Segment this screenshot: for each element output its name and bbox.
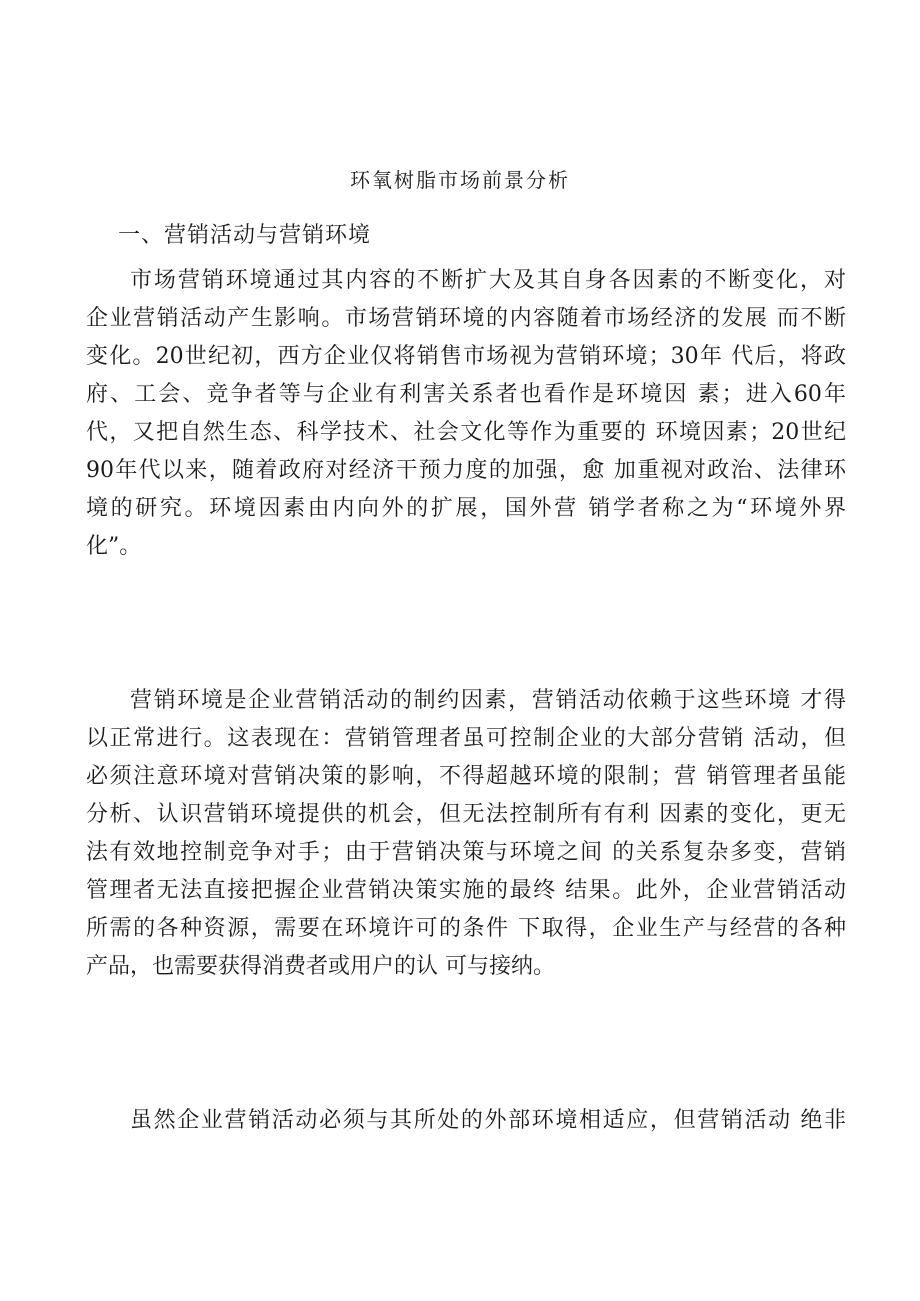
paragraph-line: 法有效地控制竞争对手；由于营销决策与环境之间 的关系复杂多变，营销: [86, 840, 846, 865]
paragraph-line: 府、工会、竞争者等与企业有利害关系者也看作是环境因 素；进入60年: [86, 382, 846, 407]
paragraph-line: 变化。20世纪初，西方企业仅将销售市场视为营销环境；30年 代后，将政: [86, 344, 846, 369]
paragraph-line: 营销环境是企业营销活动的制约因素，营销活动依赖于这些环境 才得: [130, 688, 846, 713]
paragraph-line: 90年代以来，随着政府对经济干预力度的加强，愈 加重视对政治、法律环: [86, 458, 846, 483]
paragraph-line: 以正常进行。这表现在：营销管理者虽可控制企业的大部分营销 活动，但: [86, 726, 846, 751]
paragraph-line: 化”。: [86, 534, 142, 559]
section-heading: 一、营销活动与营销环境: [118, 223, 372, 248]
paragraph-line: 必须注意环境对营销决策的影响，不得超越环境的限制；营 销管理者虽能: [86, 764, 846, 789]
paragraph-line: 虽然企业营销活动必须与其所处的外部环境相适应，但营销活动 绝非: [130, 1108, 846, 1133]
paragraph-2: [86, 682, 846, 986]
paragraph-line: 企业营销活动产生影响。市场营销环境的内容随着市场经济的发展 而不断: [86, 306, 846, 331]
document-title: 环氧树脂市场前景分析: [350, 168, 570, 192]
paragraph-line: 管理者无法直接把握企业营销决策实施的最终 结果。此外，企业营销活动: [86, 878, 846, 903]
paragraph-line: 产品，也需要获得消费者或用户的认 可与接纳。: [86, 954, 555, 979]
paragraph-line: 分析、认识营销环境提供的机会，但无法控制所有有利 因素的变化，更无: [86, 802, 846, 827]
paragraph-line: 境的研究。环境因素由内向外的扩展，国外营 销学者称之为“环境外界: [86, 496, 846, 521]
paragraph-3: [86, 1102, 846, 1140]
paragraph-line: 代，又把自然生态、科学技术、社会文化等作为重要的 环境因素；20世纪: [86, 420, 846, 445]
paragraph-line: 所需的各种资源，需要在环境许可的条件 下取得，企业生产与经营的各种: [86, 916, 846, 941]
paragraph-1: [86, 262, 846, 566]
paragraph-line: 市场营销环境通过其内容的不断扩大及其自身各因素的不断变化，对: [130, 268, 846, 293]
